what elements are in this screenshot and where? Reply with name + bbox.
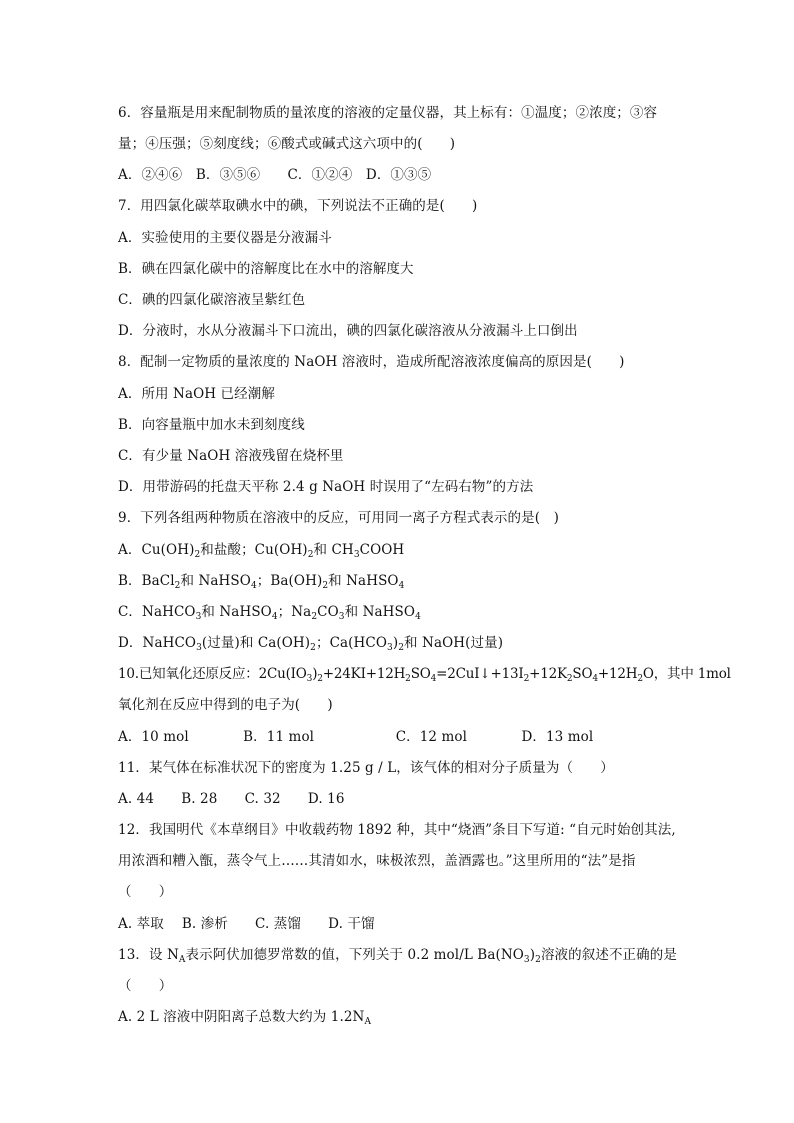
q10-stem-line-2: 氧化剂在反应中得到的电子为( ) [118, 697, 333, 713]
q13-stem-line-2: （ ） [118, 978, 173, 994]
q8-option-d: D．用带游码的托盘天平称 2.4 g NaOH 时误用了“左码右物”的方法 [118, 479, 534, 495]
q13-option-a: A. 2 L 溶液中阴阳离子总数大约为 $1.2N_A$ [118, 1009, 372, 1027]
q12-stem-line-3: （ ） [118, 884, 173, 900]
q7-option-b: B．碘在四氯化碳中的溶解度比在水中的溶解度大 [118, 261, 414, 277]
q12-stem-line-1: 12．我国明代《本草纲目》中收载药物 1892 种，其中“烧酒”条目下写道: “自元时始创其法, [118, 822, 676, 838]
q10-stem-line-1: 10.已知氧化还原反应：$2Cu(IO_3)_2+24KI+12H_2SO_4=2CuI↓+13I_2+12K_2SO_4+12H_2O$，其中 1mol [118, 666, 731, 684]
q6-stem-line-2: 量；④压强；⑤刻度线；⑥酸式或碱式这六项中的( ) [118, 136, 456, 152]
q9-option-a: A．$Cu(OH)_2$和盐酸；$Cu(OH)_2$和 $CH_3COOH$ [118, 542, 405, 560]
q8-stem: 8．配制一定物质的量浓度的 NaOH 溶液时，造成所配溶液浓度偏高的原因是( ) [118, 354, 625, 370]
q6-options: A．②④⑥ B．③⑤⑥ C．①②④ D．①③⑤ [118, 167, 432, 183]
q12-stem-line-2: 用浓酒和糟入甑，蒸令气上……其清如水，味极浓烈，盖酒露也。”这里所用的“法”是指 [118, 853, 636, 869]
q6-stem-line-1: 6．容量瓶是用来配制物质的量浓度的溶液的定量仪器，其上标有：①温度；②浓度；③容 [118, 105, 658, 121]
q11-stem: 11．某气体在标准状况下的密度为 1.25 g / L，该气体的相对分子质量为（ ） [118, 760, 614, 776]
q8-option-c: C．有少量 NaOH 溶液残留在烧杯里 [118, 448, 344, 464]
q9-option-d: D．NaHCO$_3$(过量)和 $Ca(OH)_2$；$Ca(HCO_3)_2$和 NaOH(过量) [118, 635, 504, 653]
q7-option-c: C．碘的四氯化碳溶液呈紫红色 [118, 292, 306, 308]
q9-option-b: B．BaCl$_2$和 NaHSO$_4$；$Ba(OH)_2$和 NaHSO$_4$ [118, 573, 405, 591]
q7-stem: 7．用四氯化碳萃取碘水中的碘，下列说法不正确的是( ) [118, 198, 478, 214]
q11-options: A. 44 B. 28 C. 32 D. 16 [118, 791, 345, 807]
q9-option-c: C．NaHCO$_3$和 NaHSO$_4$；$Na_2CO_3$和 NaHSO$_4$ [118, 604, 421, 622]
q9-stem: 9．下列各组两种物质在溶液中的反应，可用同一离子方程式表示的是( ) [118, 510, 560, 526]
q7-option-a: A．实验使用的主要仪器是分液漏斗 [118, 230, 332, 246]
q10-options: A．10 mol B．11 mol C．12 mol D．13 mol [118, 729, 594, 745]
q8-option-b: B．向容量瓶中加水未到刻度线 [118, 417, 305, 433]
q12-options: A. 萃取 B. 渗析 C. 蒸馏 D. 干馏 [118, 916, 375, 932]
q13-stem-line-1: 13．设 $N_A$表示阿伏加德罗常数的值，下列关于 0.2 mol/L $Ba(NO_3)_2$溶液的叙述不正确的是 [118, 947, 677, 965]
q7-option-d: D．分液时，水从分液漏斗下口流出，碘的四氯化碳溶液从分液漏斗上口倒出 [118, 323, 578, 339]
q8-option-a: A．所用 NaOH 已经潮解 [118, 386, 275, 402]
